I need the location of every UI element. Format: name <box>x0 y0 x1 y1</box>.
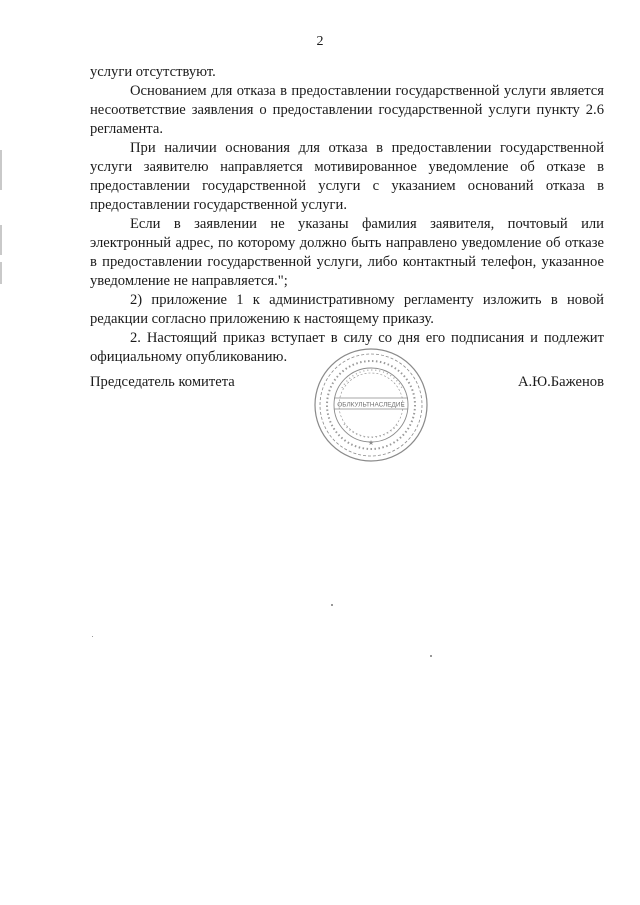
signer-name: А.Ю.Баженов <box>517 374 604 390</box>
paragraph-2: Основанием для отказа в предоставлении государственной услуги является несоответствие заявления о предоставлении государственной услуги пункту 2.6 регламента. <box>90 83 604 137</box>
scan-speck <box>331 604 333 606</box>
page-number: 2 <box>316 34 324 49</box>
paragraph-4: Если в заявлении не указаны фамилия заявителя, почтовый или электронный адрес, по которому должно быть направлено уведомление об отказе в предоставлении государственной услуги, либо контактный телефон, указанное уведомление не направляется."; <box>90 216 604 289</box>
scan-margin-mark <box>0 262 2 284</box>
paragraph-5: 2) приложение 1 к административному регламенту изложить в новой редакции согласно приложению к настоящему приказу. <box>90 292 604 327</box>
scan-margin-mark <box>0 225 2 255</box>
scan-margin-mark <box>0 150 2 190</box>
paragraph-1: услуги отсутствуют. <box>90 64 216 80</box>
svg-text:★: ★ <box>367 439 375 447</box>
signer-title: Председатель комитета <box>90 374 235 390</box>
seal-center-text: ОБЛКУЛЬТНАСЛЕДИЕ <box>337 401 405 409</box>
paragraph-3: При наличии основания для отказа в предоставлении государственной услуги заявителю направляется мотивированное уведомление об отказе в предоставлении государственной услуги с указанием оснований отказа в предоставлении государственной услуги. <box>90 140 604 213</box>
scan-speck <box>430 655 432 657</box>
paragraph-6: 2. Настоящий приказ вступает в силу со дня его подписания и подлежит официальному опубликованию. <box>90 330 604 365</box>
document-body <box>90 63 604 367</box>
official-seal-icon <box>312 346 430 464</box>
scan-speck <box>92 636 93 637</box>
